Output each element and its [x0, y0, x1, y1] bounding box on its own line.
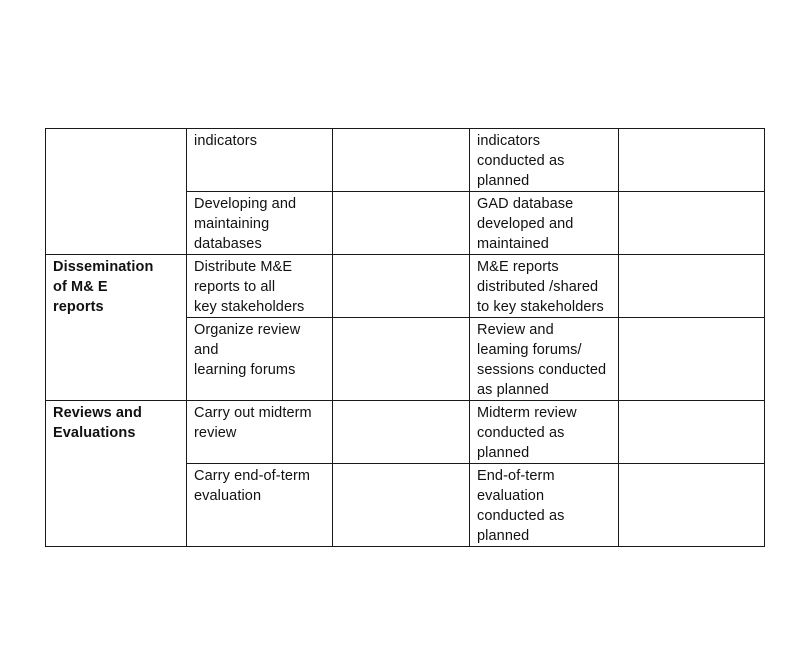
- output-cell: [470, 255, 619, 318]
- activity-cell: [187, 129, 333, 192]
- empty-cell: [619, 255, 765, 318]
- output-cell: [470, 401, 619, 464]
- empty-cell: [619, 129, 765, 192]
- area-text: Reviews and Evaluations: [53, 405, 142, 441]
- activity-text: Distribute M&E reports to all key stakeholders: [194, 259, 305, 315]
- activity-text: Organize review and learning forums: [194, 322, 301, 378]
- output-cell: [470, 318, 619, 401]
- table-row: [46, 129, 765, 192]
- empty-cell: [333, 192, 470, 255]
- table-row: [46, 255, 765, 318]
- output-cell: [470, 464, 619, 547]
- activity-cell: [187, 192, 333, 255]
- output-cell: [470, 192, 619, 255]
- area-cell: [46, 401, 187, 547]
- activity-cell: [187, 318, 333, 401]
- output-text: End-of-term evaluation conducted as planned: [477, 468, 565, 544]
- me-plan-table: [45, 128, 765, 547]
- output-text: GAD database developed and maintained: [477, 196, 574, 252]
- empty-cell: [619, 192, 765, 255]
- empty-cell: [333, 318, 470, 401]
- activity-cell: [187, 401, 333, 464]
- area-cell: [46, 255, 187, 401]
- activity-text: Carry end-of-term evaluation: [194, 468, 311, 504]
- empty-cell: [619, 318, 765, 401]
- activity-text: Developing and maintaining databases: [194, 196, 297, 252]
- activity-text: Carry out midterm review: [194, 405, 312, 441]
- empty-cell: [619, 464, 765, 547]
- area-text: Dissemination of M& E reports: [53, 259, 154, 315]
- empty-cell: [333, 401, 470, 464]
- empty-cell: [333, 255, 470, 318]
- output-text: indicators conducted as planned: [477, 133, 565, 189]
- output-text: Midterm review conducted as planned: [477, 405, 577, 461]
- activity-cell: [187, 464, 333, 547]
- empty-cell: [333, 464, 470, 547]
- table-row: [46, 401, 765, 464]
- area-cell: [46, 129, 187, 255]
- output-text: Review and leaming forums/ sessions conducted as planned: [477, 322, 607, 398]
- output-cell: [470, 129, 619, 192]
- empty-cell: [333, 129, 470, 192]
- empty-cell: [619, 401, 765, 464]
- activity-cell: [187, 255, 333, 318]
- output-text: M&E reports distributed /shared to key stakeholders: [477, 259, 604, 315]
- activity-text: indicators: [194, 133, 258, 149]
